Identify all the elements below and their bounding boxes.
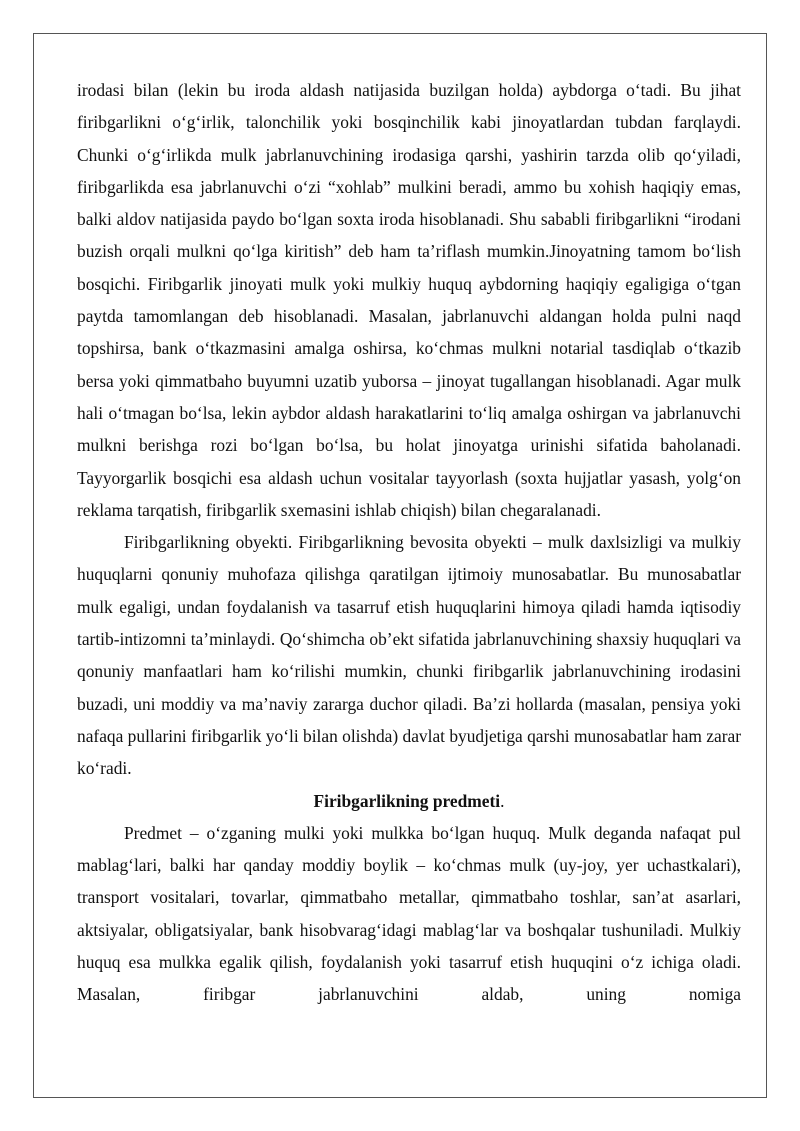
section-heading-text: Firibgarlikning predmeti: [313, 790, 501, 811]
paragraph-subject: Predmet – o‘zganing mulki yoki mulkka bo‘lgan huquq. Mulk deganda nafaqat pul mablag‘lari, balki har qanday moddiy boylik – ko‘chmas mulk (uy-joy, yer uchastkalari), transport vositalari, tovarlar, qimmatbaho metallar, qimmatbaho toshlar, san’at asarlari, aktsiyalar, obligatsiyalar, bank hisobvarag‘idagi mablag‘lar va boshqalar tushuniladi. Mulkiy huquq esa mulkka egalik qilish, foydalanish yoki tasarruf etish huquqini o‘z ichiga oladi. Masalan, firibgar jabrlanuvchini aldab, uning nomiga: [77, 822, 741, 1005]
section-heading: [77, 785, 741, 817]
paragraph-object: Firibgarlikning obyekti. Firibgarlikning bevosita obyekti – mulk daxlsizligi va mulkiy huquqlarni qonuniy muhofaza qilishga qaratilgan ijtimoiy munosabatlar. Bu munosabatlar mulk egaligi, undan foydalanish va tasarruf etish huquqlarini himoya qiladi hamda iqtisodiy tartib-intizomni ta’minlaydi. Qo‘shimcha ob’ekt sifatida jabrlanuvchining shaxsiy huquqlari va qonuniy manfaatlari ham ko‘rilishi mumkin, chunki firibgarlik jabrlanuvchining irodasini buzadi, uni moddiy va ma’naviy zararga duchor qiladi. Ba’zi hollarda (masalan, pensiya yoki nafaqa pullarini firibgarlik yo‘li bilan olishda) davlat byudjetiga qarshi munosabatlar ham zarar ko‘radi.: [77, 532, 742, 779]
section-heading-suffix: .: [500, 790, 505, 811]
document-body: [77, 74, 741, 1011]
paragraph-continuation: irodasi bilan (lekin bu iroda aldash natijasida buzilgan holda) aybdorga o‘tadi. Bu jihat firibgarlikni o‘g‘irlik, talonchilik yoki bosqinchilik kabi jinoyatlardan tubdan farqlaydi. Chunki o‘g‘irlikda mulk jabrlanuvchining irodasiga qarshi, yashirin tarzda olib qo‘yiladi, firibgarlikda esa jabrlanuvchi o‘zi “xohlab” mulkini beradi, ammo bu xohish haqiqiy emas, balki aldov natijasida paydo bo‘lgan soxta iroda hisoblanadi. Shu sababli firibgarlikni “irodani buzish orqali mulkni qo‘lga kiritish” deb ham ta’riflash mumkin.Jinoyatning tamom bo‘lish bosqichi. Firibgarlik jinoyati mulk yoki mulkiy huquq aybdorning haqiqiy egaligiga o‘tgan paytda tamomlangan deb hisoblanadi. Masalan, jabrlanuvchi aldangan holda pulni naqd topshirsa, bank o‘tkazmasini amalga oshirsa, ko‘chmas mulkni notarial tasdiqlab o‘tkazib bersa yoki qimmatbaho buyumni uzatib yuborsa – jinoyat tugallangan hisoblanadi. Agar mulk hali o‘tmagan bo‘lsa, lekin aybdor aldash harakatlarini to‘liq amalga oshirgan va jabrlanuvchi mulkni berishga rozi bo‘lgan bo‘lsa, bu holat jinoyatga urinishi sifatida baholanadi. Tayyorgarlik bosqichi esa aldash uchun vositalar tayyorlash (soxta hujjatlar yasash, yolg‘on reklama tarqatish, firibgarlik sxemasini ishlab chiqish) bilan chegaralanadi.: [77, 80, 741, 520]
